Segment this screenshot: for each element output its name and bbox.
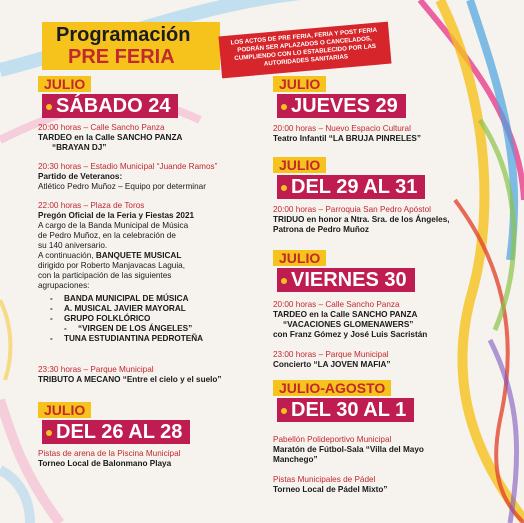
day-label: DEL 30 AL 1 [277,398,414,422]
event-teatro-infantil [273,124,421,144]
event-time: 20:00 horas – Nuevo Espacio Cultural [273,124,411,133]
event-concierto [273,350,391,370]
dot-icon [281,408,287,414]
event-padel [273,475,388,495]
event-maraton-futbol-sala [273,435,473,465]
event-pregon [38,201,268,344]
date-badge-thursday-29 [273,76,406,118]
event-time: Pistas de arena de la Piscina Municipal [38,449,181,458]
day-label: SÁBADO 24 [42,94,178,118]
event-time: 22:00 horas – Plaza de Toros [38,201,145,210]
event-subtitle: “BRAYAN DJ” [52,143,107,152]
list-item: - BANDA MUNICIPAL DE MÚSICA [50,294,268,304]
event-tributo-mecano [38,365,222,385]
groups-list [50,294,268,344]
event-line: de Pedro Muñoz, en la celebración de [38,231,176,240]
event-detail: Atlético Pedro Muñoz – Equipo por determinar [38,182,206,191]
event-tardeo-brayan [38,123,182,153]
list-item: - GRUPO FOLKLÓRICO [50,314,268,324]
event-title: TRIDUO en honor a Ntra. Sra. de los Ángeles, [273,215,450,224]
event-line: A continuación, BANQUETE MUSICAL [38,251,182,260]
event-veterans-match [38,162,217,192]
event-time: Pabellón Polideportivo Municipal [273,435,392,444]
dot-icon [46,430,52,436]
event-title: Torneo Local de Pádel Mixto” [273,485,388,494]
program-title [42,22,220,70]
event-triduo [273,205,473,235]
dot-icon [281,278,287,284]
event-title: TARDEO en la Calle SANCHO PANZA [273,310,418,319]
list-item: - A. MUSICAL JAVIER MAYORAL [50,304,268,314]
list-item: - TUNA ESTUDIANTINA PEDROTEÑA [50,334,268,344]
month-label: JULIO [273,76,326,92]
event-line: su 140 aniversario. [38,241,108,250]
event-title: Teatro Infantil “LA BRUJA PINRELES” [273,134,421,143]
dot-icon [281,185,287,191]
event-time: Pistas Municipales de Pádel [273,475,376,484]
date-badge-30-1 [273,380,414,422]
event-title: Torneo Local de Balonmano Playa [38,459,172,468]
month-label: JULIO [38,402,91,418]
event-title: TRIBUTO A MECANO “Entre el cielo y el suelo” [38,375,222,384]
date-badge-26-28 [38,402,190,444]
title-line-1: Programación [56,24,191,46]
event-title: TARDEO en la Calle SANCHO PANZA [38,133,183,142]
event-tardeo-glomenawers [273,300,427,340]
event-time: 20:30 horas – Estadio Municipal “Juande Ramos” [38,162,218,171]
event-subtitle: Patrona de Pedro Muñoz [273,225,369,234]
event-line: dirigido por Roberto Manjavacas Laguia, [38,261,186,270]
event-title: Concierto “LA JOVEN MAFIA” [273,360,391,369]
day-label: VIERNES 30 [277,268,415,292]
event-title: Partido de Veteranos: [38,172,123,181]
event-line: con la participación de las siguientes [38,271,172,280]
event-line: A cargo de la Banda Municipal de Música [38,221,189,230]
event-time: 20:00 horas – Calle Sancho Panza [38,123,165,132]
sanitary-notice: LOS ACTOS DE PRE FERIA, FERIA Y POST FERIA PODRÁN SER APLAZADOS O CANCELADOS, CUMPLIENDO CON LO ESTABLECIDO POR LAS AUTORIDADES SANITARIAS [218,22,391,79]
event-subtitle: Manchego” [273,455,318,464]
event-detail: con Franz Gómez y José Luis Sacristán [273,330,428,339]
event-title: Maratón de Fútbol-Sala “Villa del Mayo [273,445,424,454]
event-title: Pregón Oficial de la Feria y Fiestas 2021 [38,211,195,220]
date-badge-friday-30 [273,250,415,292]
month-label: JULIO [38,76,91,92]
month-label: JULIO-AGOSTO [273,380,391,396]
event-time: 23:30 horas – Parque Municipal [38,365,154,374]
month-label: JULIO [273,157,326,173]
event-balonmano-playa [38,449,180,469]
date-badge-saturday-24 [38,76,178,118]
date-badge-29-31 [273,157,425,199]
event-subtitle: “VACACIONES GLOMENAWERS” [283,320,414,329]
event-time: 23:00 horas – Parque Municipal [273,350,389,359]
event-line: agrupaciones: [38,281,90,290]
event-time: 20:00 horas – Calle Sancho Panza [273,300,400,309]
title-line-2: PRE FERIA [68,46,175,68]
dot-icon [281,104,287,110]
dot-icon [46,104,52,110]
list-item: - “VIRGEN DE LOS ÁNGELES” [50,324,268,334]
day-label: JUEVES 29 [277,94,406,118]
day-label: DEL 29 AL 31 [277,175,425,199]
event-time: 20:00 horas – Parroquia San Pedro Apóstol [273,205,431,214]
month-label: JULIO [273,250,326,266]
day-label: DEL 26 AL 28 [42,420,190,444]
